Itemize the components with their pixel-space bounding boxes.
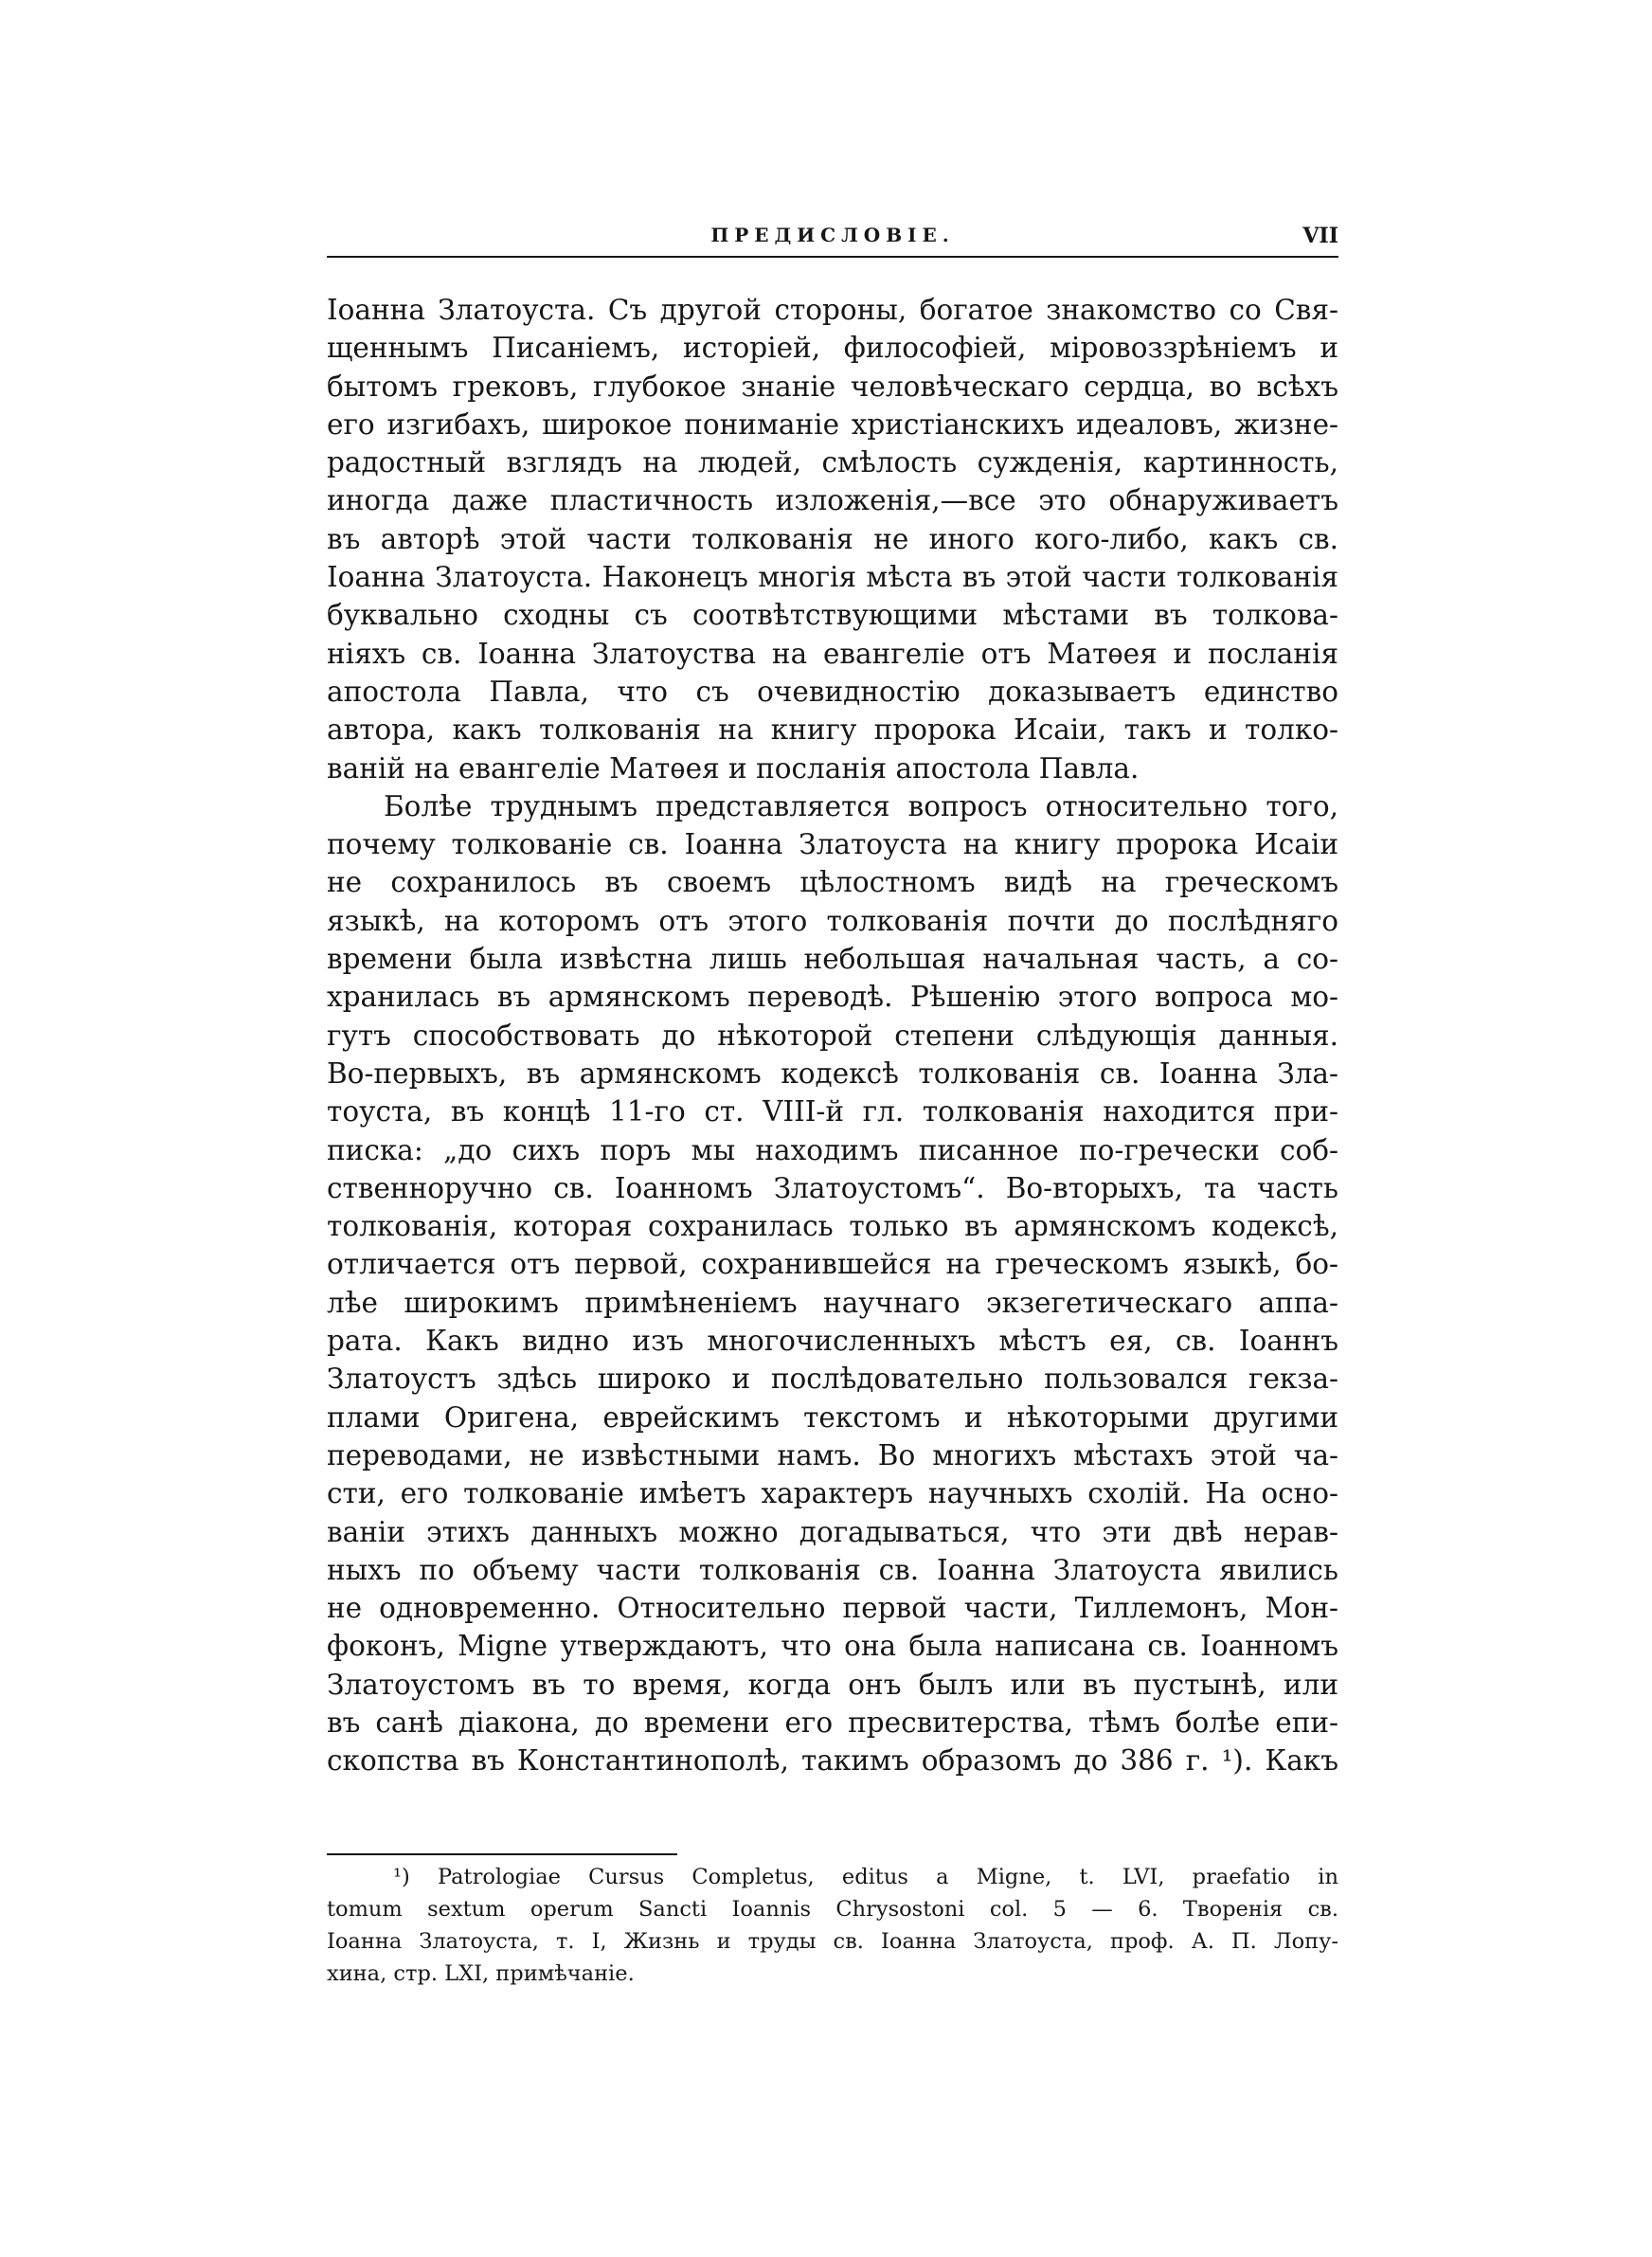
text-line: гутъ способствовать до нѣкоторой степени слѣдующія данныя. bbox=[327, 1019, 1338, 1052]
text-line: Іоанна Златоуста. Наконецъ многія мѣста въ этой части толкованія bbox=[327, 561, 1338, 594]
text-line: хранилась въ армянскомъ переводѣ. Рѣшенію этого вопроса мо- bbox=[327, 981, 1338, 1014]
text-line: Іоанна Златоуста. Съ другой стороны, богатое знакомство со Свя- bbox=[327, 294, 1338, 326]
text-line: не сохранилось въ своемъ цѣлостномъ видѣ на греческомъ bbox=[327, 866, 1338, 899]
text-line: ніяхъ св. Іоанна Златоуства на евангеліе отъ Матѳея и посланія bbox=[327, 637, 1338, 670]
text-line: скопства въ Константинополѣ, такимъ образомъ до 386 г. ¹). Какъ bbox=[327, 1744, 1338, 1778]
text-line: автора, какъ толкованія на книгу пророка Исаіи, такъ и толко- bbox=[327, 713, 1338, 747]
text-line: фоконъ, Migne утверждаютъ, что она была написана св. Іоанномъ bbox=[327, 1630, 1338, 1663]
running-title: ПРЕДИСЛОВІЕ. bbox=[710, 224, 955, 246]
text-line: не одновременно. Относительно первой части, Тиллемонъ, Мон- bbox=[327, 1592, 1338, 1625]
text-line: иногда даже пластичность изложенія,—все это обнаруживаетъ bbox=[327, 484, 1338, 517]
text-line: буквально сходны съ соотвѣтствующими мѣстами въ толкова- bbox=[327, 599, 1338, 632]
text-line: ныхъ по объему части толкованія св. Іоанна Златоуста явились bbox=[327, 1553, 1338, 1586]
text-line: ваніи этихъ данныхъ можно догадываться, что эти двѣ нерав- bbox=[327, 1515, 1338, 1548]
text-line: ственноручно св. Іоанномъ Златоустомъ“. Во-вторыхъ, та часть bbox=[327, 1171, 1338, 1204]
text-line: Во-первыхъ, въ армянскомъ кодексѣ толкованія св. Іоанна Зла- bbox=[327, 1056, 1338, 1090]
running-head bbox=[327, 224, 1338, 258]
footnote-line: ¹) Patrologiae Cursus Completus, editus a Migne, t. LVI, praefatio in bbox=[393, 1865, 1338, 1889]
text-line: радостный взглядъ на людей, смѣлость сужденія, картинность, bbox=[327, 446, 1338, 479]
text-line: апостола Павла, что съ очевидностію доказываетъ единство bbox=[327, 675, 1338, 708]
footnote-line: Іоанна Златоуста, т. I, Жизнь и труды св. Іоанна Златоуста, проф. А. П. Лопу- bbox=[327, 1929, 1338, 1954]
footnotes bbox=[327, 1861, 1338, 1990]
text-line: писка: „до сихъ поръ мы находимъ писанное по-гречески соб- bbox=[327, 1133, 1338, 1166]
text-line: плами Оригена, еврейскимъ текстомъ и нѣкоторыми другими bbox=[327, 1400, 1338, 1434]
text-line: бытомъ грековъ, глубокое знаніе человѣческаго сердца, во всѣхъ bbox=[327, 370, 1338, 403]
footnote-line: tomum sextum operum Sancti Ioannis Chrysostoni col. 5 — 6. Творенія св. bbox=[327, 1897, 1338, 1922]
text-line: сти, его толкованіе имѣетъ характеръ научныхъ схолій. На осно- bbox=[327, 1477, 1338, 1510]
text-line: почему толкованіе св. Іоанна Златоуста на книгу пророка Исаіи bbox=[327, 828, 1338, 861]
paragraph-first-line: Болѣе труднымъ представляется вопросъ относительно того, bbox=[384, 789, 1338, 822]
body-text bbox=[327, 291, 1338, 1780]
header-rule bbox=[327, 256, 1338, 258]
text-line: ваній на евангеліе Матѳея и посланія апостола Павла. bbox=[327, 751, 1140, 785]
text-line: толкованія, которая сохранилась только въ армянскомъ кодексѣ, bbox=[327, 1210, 1338, 1243]
text-line: отличается отъ первой, сохранившейся на греческомъ языкѣ, бо- bbox=[327, 1248, 1338, 1281]
text-line: въ авторѣ этой части толкованія не иного кого-либо, какъ св. bbox=[327, 522, 1338, 555]
page-number: VII bbox=[1302, 224, 1338, 248]
text-line: времени была извѣстна лишь небольшая начальная часть, а со- bbox=[327, 943, 1338, 976]
text-line: щеннымъ Писаніемъ, исторіей, философіей, міровоззрѣніемъ и bbox=[327, 332, 1338, 365]
text-line: языкѣ, на которомъ отъ этого толкованія почти до послѣдняго bbox=[327, 904, 1338, 937]
footnote-line: хина, стр. LXI, примѣчаніе. bbox=[327, 1961, 635, 1986]
text-line: тоуста, въ концѣ 11-го ст. VIII-й гл. толкованія находится при- bbox=[327, 1095, 1338, 1128]
text-line: въ санѣ діакона, до времени его пресвитерства, тѣмъ болѣе епи- bbox=[327, 1706, 1338, 1739]
text-line: его изгибахъ, широкое пониманіе христіанскихъ идеаловъ, жизне- bbox=[327, 407, 1338, 441]
text-line: переводами, не извѣстными намъ. Во многихъ мѣстахъ этой ча- bbox=[327, 1438, 1338, 1472]
text-line: рата. Какъ видно изъ многочисленныхъ мѣстъ ея, св. Іоаннъ bbox=[327, 1325, 1338, 1358]
text-line: Златоустомъ въ то время, когда онъ былъ или въ пустынѣ, или bbox=[327, 1668, 1338, 1701]
text-line: Златоустъ здѣсь широко и послѣдовательно пользовался гекза- bbox=[327, 1363, 1338, 1396]
text-line: лѣе широкимъ примѣненіемъ научнаго экзегетическаго аппа- bbox=[327, 1286, 1338, 1319]
footnote-rule bbox=[327, 1853, 677, 1855]
